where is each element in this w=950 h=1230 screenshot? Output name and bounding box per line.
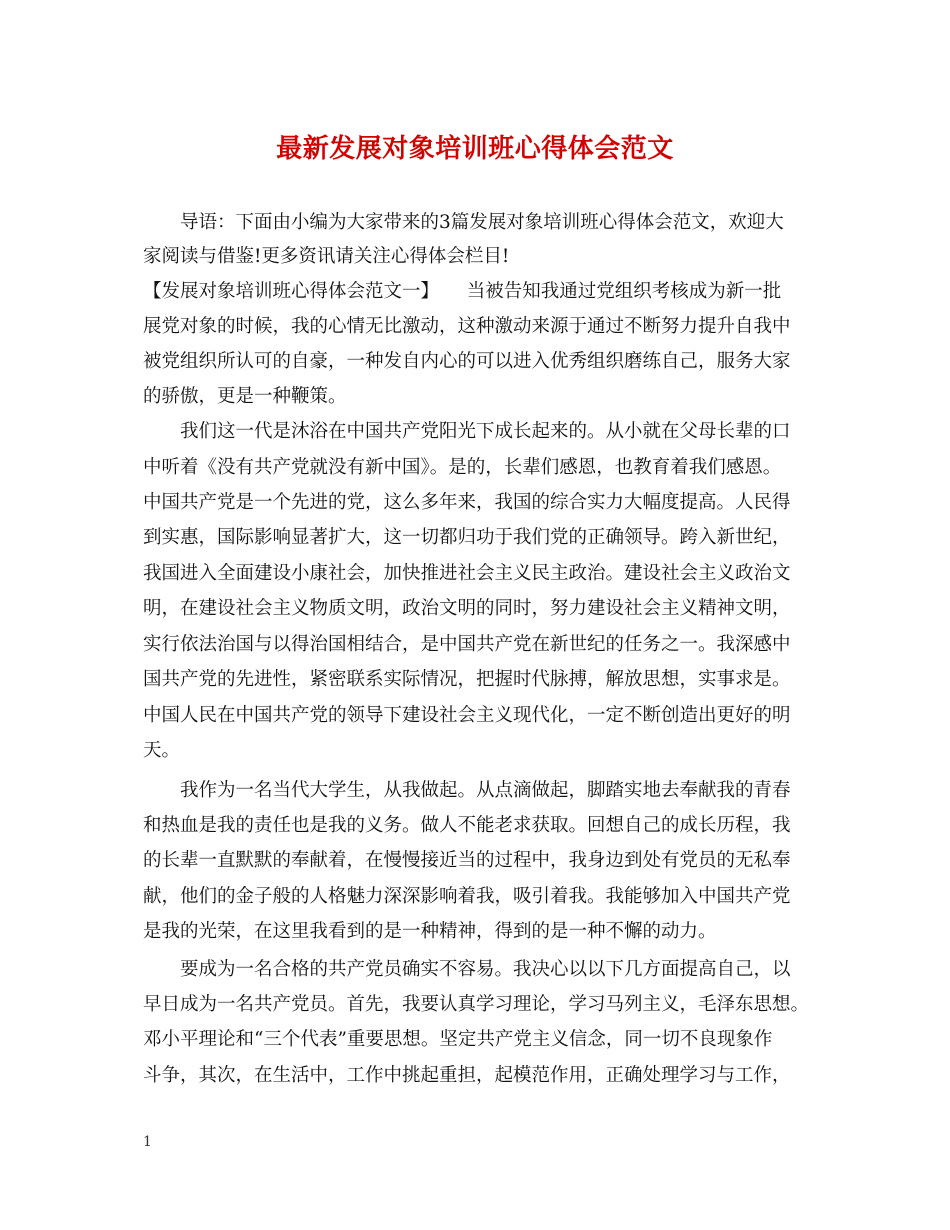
body-line: 到实惠，国际影响显著扩大，这一切都归功于我们党的正确领导。跨入新世纪， bbox=[143, 527, 791, 548]
body-line: 要成为一名合格的共产党员确实不容易。我决心以以下几方面提高自己，以 bbox=[143, 959, 791, 980]
body-line: 导语：下面由小编为大家带来的3篇发展对象培训班心得体会范文，欢迎大 bbox=[143, 212, 784, 233]
body-line: 的长辈一直默默的奉献着，在慢慢接近当的过程中，我身边到处有党员的无私奉 bbox=[143, 850, 791, 871]
document-title: 最新发展对象培训班心得体会范文 bbox=[276, 134, 674, 164]
body-line: 献，他们的金子般的人格魅力深深影响着我，吸引着我。我能够加入中国共产党 bbox=[143, 886, 791, 907]
body-line: 我国进入全面建设小康社会，加快推进社会主义民主政治。建设社会主义政治文 bbox=[143, 563, 791, 584]
page-number: 1 bbox=[143, 1134, 152, 1150]
body-line: 早日成为一名共产党员。首先，我要认真学习理论，学习马列主义，毛泽东思想。 bbox=[143, 994, 810, 1015]
body-line: 【发展对象培训班心得体会范文一】 当被告知我通过党组织考核成为新一批 bbox=[143, 281, 782, 302]
body-line: 中国人民在中国共产党的领导下建设社会主义现代化，一定不断创造出更好的明 bbox=[143, 705, 791, 726]
body-line: 展党对象的时候，我的心情无比激动，这种激动来源于通过不断努力提升自我中 bbox=[143, 316, 791, 337]
body-line: 的骄傲，更是一种鞭策。 bbox=[143, 386, 347, 407]
body-line: 被党组织所认可的自豪，一种发自内心的可以进入优秀组织磨练自己，服务大家 bbox=[143, 351, 791, 372]
body-line: 家阅读与借鉴!更多资讯请关注心得体会栏目! bbox=[143, 246, 510, 267]
body-line: 国共产党的先进性，紧密联系实际情况，把握时代脉搏，解放思想，实事求是。 bbox=[143, 669, 791, 690]
body-line: 我们这一代是沐浴在中国共产党阳光下成长起来的。从小就在父母长辈的口 bbox=[143, 421, 791, 442]
body-line: 明，在建设社会主义物质文明，政治文明的同时，努力建设社会主义精神文明， bbox=[143, 598, 791, 619]
body-line: 实行依法治国与以得治国相结合，是中国共产党在新世纪的任务之一。我深感中 bbox=[143, 634, 791, 655]
body-line: 我作为一名当代大学生，从我做起。从点滴做起，脚踏实地去奉献我的青春 bbox=[143, 780, 791, 801]
body-line: 天。 bbox=[143, 740, 181, 761]
body-line: 是我的光荣，在这里我看到的是一种精神，得到的是一种不懈的动力。 bbox=[143, 921, 717, 942]
body-line: 和热血是我的责任也是我的义务。做人不能老求获取。回想自己的成长历程，我 bbox=[143, 815, 791, 836]
body-line: 中国共产党是一个先进的党，这么多年来，我国的综合实力大幅度提高。人民得 bbox=[143, 492, 791, 513]
body-line: 邓小平理论和“三个代表”重要思想。坚定共产党主义信念，同一切不良现象作 bbox=[143, 1029, 773, 1050]
body-line: 斗争，其次，在生活中，工作中挑起重担，起模范作用，正确处理学习与工作， bbox=[143, 1065, 791, 1086]
body-line: 中听着《没有共产党就没有新中国》。是的，长辈们感恩，也教育着我们感恩。 bbox=[143, 457, 782, 478]
